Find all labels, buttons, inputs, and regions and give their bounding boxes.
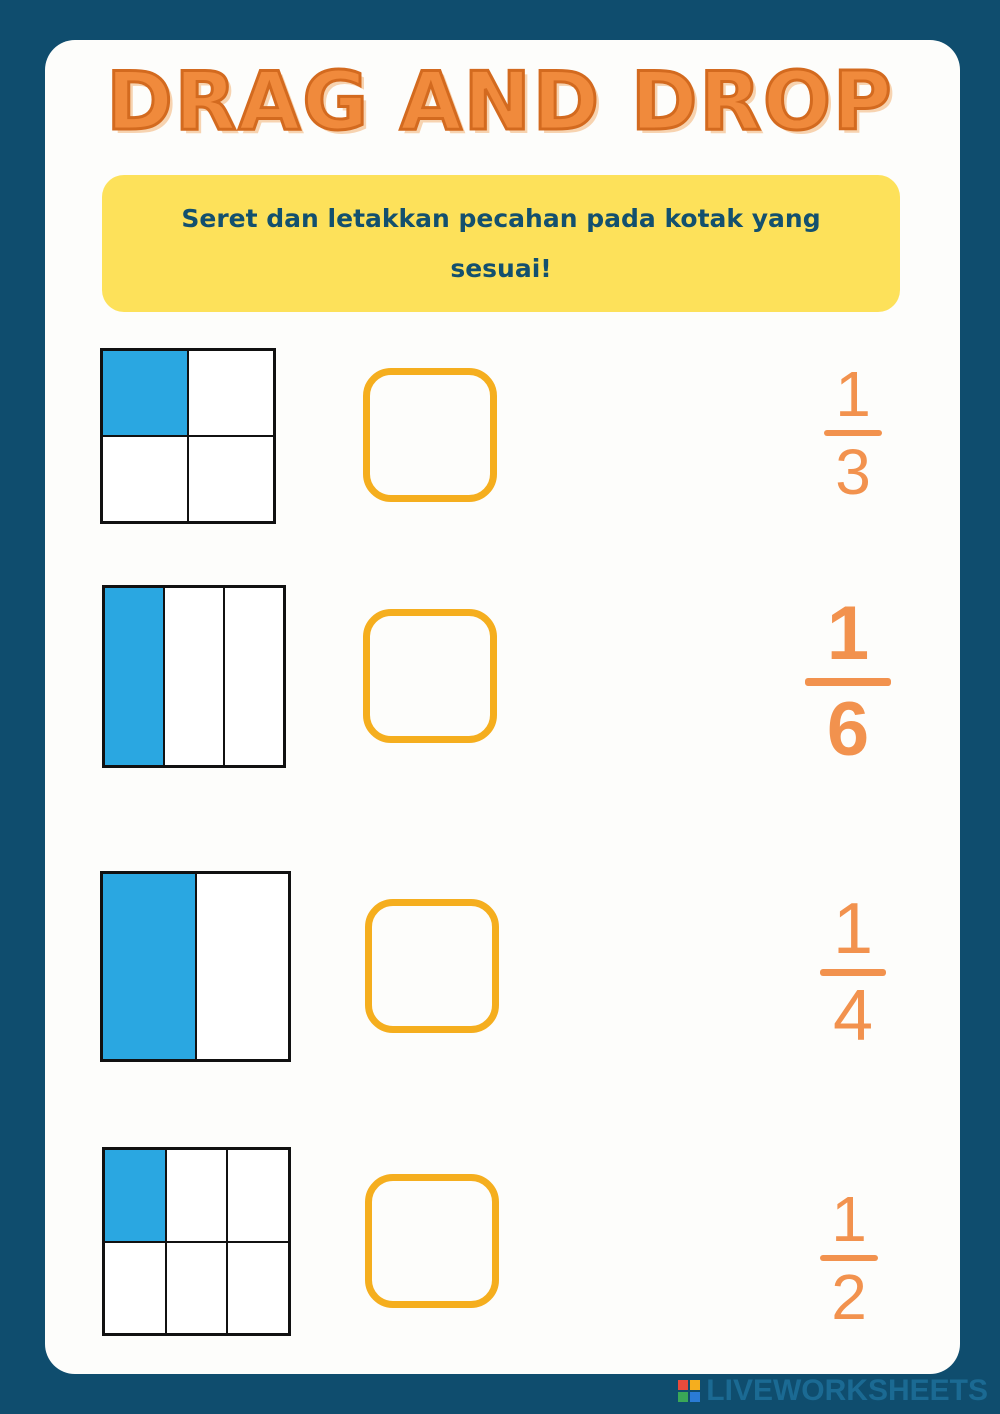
empty-cell <box>166 1242 228 1335</box>
fraction-denominator: 2 <box>831 1261 867 1333</box>
fraction-numerator: 1 <box>835 358 871 430</box>
empty-cell <box>104 1242 166 1335</box>
drop-box-1[interactable] <box>363 368 497 502</box>
fraction-shape-4 <box>102 1147 291 1336</box>
fraction-denominator: 4 <box>832 976 874 1056</box>
fraction-numerator: 1 <box>826 591 870 676</box>
brand-footer[interactable] <box>678 1374 988 1408</box>
page-title: DRAG AND DROP <box>106 55 894 148</box>
fraction-shape-1 <box>100 348 276 524</box>
shaded-cell <box>104 587 164 766</box>
fraction-denominator: 6 <box>826 687 870 772</box>
fraction-shape-3 <box>100 871 291 1062</box>
empty-cell <box>188 350 274 436</box>
drop-box-4[interactable] <box>365 1174 499 1308</box>
instruction-text: Seret dan letakkan pecahan pada kotak yang sesuai! <box>181 203 821 283</box>
shaded-cell <box>104 1149 166 1242</box>
fraction-bar <box>805 678 891 686</box>
instruction-banner <box>102 175 900 312</box>
fraction-numerator: 1 <box>831 1183 867 1255</box>
empty-cell <box>224 587 284 766</box>
fraction-numerator: 1 <box>832 889 874 969</box>
shaded-cell <box>102 350 188 436</box>
liveworksheets-logo-icon <box>678 1380 700 1402</box>
brand-name: LIVEWORKSHEETS <box>706 1374 988 1407</box>
fraction-bar <box>820 969 886 976</box>
draggable-fraction-1[interactable] <box>822 358 884 508</box>
draggable-fraction-3[interactable] <box>818 889 888 1056</box>
empty-cell <box>102 436 188 522</box>
empty-cell <box>166 1149 228 1242</box>
empty-cell <box>227 1242 289 1335</box>
shaded-cell <box>102 873 196 1060</box>
fraction-denominator: 3 <box>835 436 871 508</box>
empty-cell <box>164 587 224 766</box>
drop-box-3[interactable] <box>365 899 499 1033</box>
draggable-fraction-2[interactable] <box>803 591 893 772</box>
empty-cell <box>227 1149 289 1242</box>
draggable-fraction-4[interactable] <box>818 1183 880 1333</box>
empty-cell <box>188 436 274 522</box>
empty-cell <box>196 873 290 1060</box>
drop-box-2[interactable] <box>363 609 497 743</box>
fraction-shape-2 <box>102 585 286 768</box>
